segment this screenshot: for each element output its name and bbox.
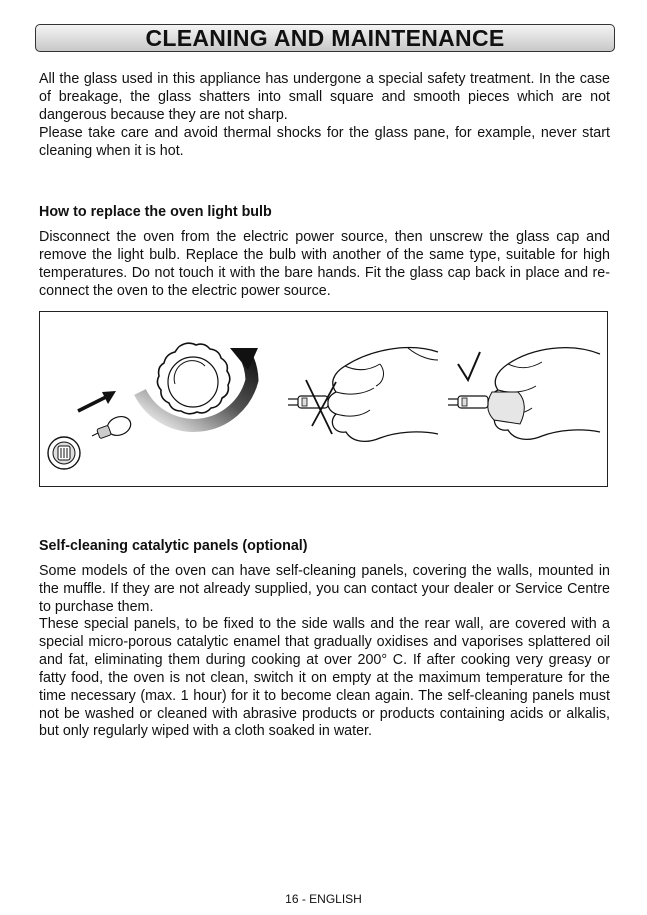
page-footer: 16 - ENGLISH — [285, 892, 362, 906]
halogen-bulb-icon — [448, 396, 488, 408]
bulb-illustration — [39, 311, 608, 487]
bare-hand-icon — [328, 348, 438, 442]
title-bar — [35, 24, 615, 52]
check-mark-icon — [458, 352, 480, 380]
light-bulb-icon — [92, 413, 133, 438]
intro-paragraph-2: Please take care and avoid thermal shocks for the glass pane, for example, never start cleaning when it is hot. — [39, 125, 610, 159]
page-title: CLEANING AND MAINTENANCE — [145, 24, 505, 51]
protected-hand-panel — [448, 348, 600, 440]
direction-arrow-icon — [78, 391, 116, 411]
bulb-illustration-drawing — [40, 312, 608, 487]
protected-hand-icon — [488, 348, 600, 440]
intro-paragraph-1: All the glass used in this appliance has undergone a special safety treatment. In the case of breakage, the glass shatters into small square and smooth pieces which are not dangerous because they are not sharp. — [39, 71, 610, 123]
bare-hand-panel — [288, 348, 438, 442]
glass-cap-icon — [157, 343, 229, 414]
bulb-section-text: Disconnect the oven from the electric power source, then unscrew the glass cap and remove the light bulb. Replace the bulb with another of the same type, suitable for high temperatures. Do not touch it with the bare hands. Fit the glass cap back in place and re-connect the oven to the electric power source. — [39, 229, 610, 299]
unscrew-cap-panel — [48, 343, 258, 469]
catalytic-paragraph-2: These special panels, to be fixed to the side walls and the rear wall, are covered with a special micro-porous catalytic enamel that gradually oxidises and vaporises splattered oil and fat, eliminating them during cooking at over 200° C. If after cooking very greasy or fatty food, the oven is not clean, switch it on empty at the maximum temperature for the time necessary (max. 1 hour) for it to become clean again. The self-cleaning panels must not be washed or cleaned with abrasive products or products containing acids or alkalis, but only regularly wiped with a cloth soaked in water. — [39, 616, 610, 740]
bulb-section-heading: How to replace the oven light bulb — [39, 204, 272, 220]
lamp-socket-icon — [48, 437, 80, 469]
catalytic-paragraph-1: Some models of the oven can have self-cleaning panels, covering the walls, mounted in the muffle. If they are not already supplied, you can contact your dealer or Service Centre to purchase them. — [39, 563, 610, 615]
catalytic-section-heading: Self-cleaning catalytic panels (optional) — [39, 538, 308, 554]
